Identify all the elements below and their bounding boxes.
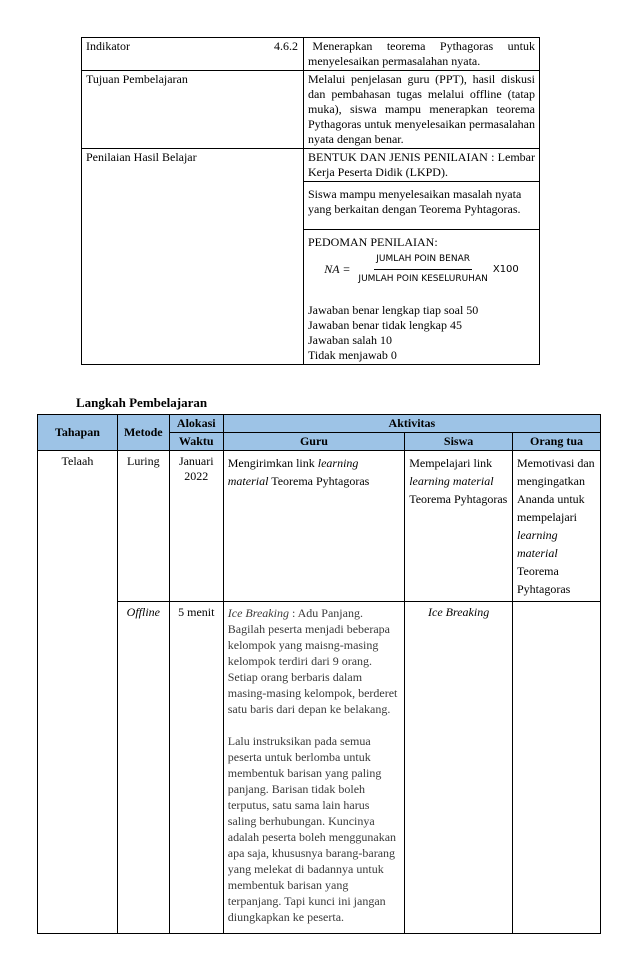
tujuan-value: Melalui penjelasan guru (PPT), hasil diskusi dan pembahasan tugas melalui offline (tatap muka), siswa mampu menerapkan teorema Pythagoras untuk menyelesaikan permasalahan nyata dengan benar.: [304, 71, 540, 149]
ice-breaking-paragraph: Bagilah peserta menjadi beberapa kelompok yang maisng-masing kelompok terdiri dari 9 orang. Setiap orang berbaris dalam masing-masing kelompok, berderet satu baris dari depan ke belakang.: [227, 622, 398, 716]
orang-tua-cell: Memotivasi dan mengingatkan Ananda untuk mempelajari learning material Teorema Pyhtagoras: [513, 451, 601, 602]
score-line: Jawaban benar tidak lengkap 45: [308, 318, 462, 332]
formula-numerator: JUMLAH POIN BENAR: [374, 252, 472, 270]
pedoman-title: PEDOMAN PENILAIAN:: [308, 235, 438, 249]
learning-steps-table: [37, 414, 601, 934]
metode-cell: Luring: [117, 451, 169, 602]
indikator-value: 4.6.2 Menerapkan teorema Pythagoras untuk menyelesaikan permasalahan nyata.: [304, 38, 540, 71]
header-aktivitas: Aktivitas: [223, 415, 600, 433]
section-title: Langkah Pembelajaran: [76, 395, 208, 410]
penilaian-row: [82, 149, 540, 182]
guru-cell: [223, 602, 404, 934]
kriteria-penilaian: [304, 182, 540, 230]
ice-breaking-title: Ice Breaking : Adu Panjang.: [227, 606, 363, 620]
tahapan-cell: Telaah: [38, 451, 118, 934]
header-siswa: Siswa: [405, 433, 513, 451]
formula-denominator: JUMLAH POIN KESELURUHAN: [358, 274, 488, 284]
indikator-row: [82, 38, 540, 71]
tujuan-row: [82, 71, 540, 149]
guru-cell: Mengirimkan link learning material Teorema Pyhtagoras: [223, 451, 404, 602]
score-line: Jawaban benar lengkap tiap soal 50: [308, 303, 479, 317]
table-row: [38, 602, 601, 934]
header-tahapan: Tahapan: [38, 415, 118, 451]
header-row-1: [38, 415, 601, 433]
waktu-cell: Januari 2022: [169, 451, 223, 602]
header-waktu: Waktu: [169, 433, 223, 451]
table-row: [38, 451, 601, 602]
metode-cell: Offline: [117, 602, 169, 934]
penilaian-label: Penilaian Hasil Belajar: [82, 149, 304, 365]
header-metode: Metode: [117, 415, 169, 451]
score-formula: [308, 252, 535, 287]
header-guru: Guru: [223, 433, 404, 451]
header-alokasi: Alokasi: [169, 415, 223, 433]
indikator-label: Indikator: [82, 38, 304, 71]
score-line: Jawaban salah 10: [308, 333, 392, 347]
score-line: Tidak menjawab 0: [308, 348, 397, 362]
formula-lhs: NA =: [324, 262, 351, 276]
bentuk-penilaian: BENTUK DAN JENIS PENILAIAN : Lembar Kerja Peserta Didik (LKPD).: [304, 149, 540, 182]
header-orang-tua: Orang tua: [513, 433, 601, 451]
formula-fraction: [356, 252, 489, 287]
formula-multiplier: X100: [492, 264, 519, 275]
siswa-cell: Mempelajari link learning material Teorema Pyhtagoras: [405, 451, 513, 602]
tujuan-label: Tujuan Pembelajaran: [82, 71, 304, 149]
kriteria-text: Siswa mampu menyelesaikan masalah nyata yang berkaitan dengan Teorema Pyhtagoras.: [308, 187, 522, 216]
ice-breaking-paragraph: Lalu instruksikan pada semua peserta untuk berlomba untuk membentuk barisan yang paling panjang. Barisan tidak boleh terputus, satu sama lain harus saling berhubungan. Kuncinya adalah peserta boleh menggunakan apa saja, khususnya barang-barang yang melekat di badannya untuk membentuk barisan yang terpanjang. Tapi kunci ini jangan diungkapkan ke peserta.: [227, 734, 397, 924]
siswa-cell: Ice Breaking: [405, 602, 513, 934]
orang-tua-cell: [513, 602, 601, 934]
waktu-cell: 5 menit: [169, 602, 223, 934]
assessment-info-table: [81, 37, 540, 365]
pedoman-penilaian: [304, 230, 540, 365]
